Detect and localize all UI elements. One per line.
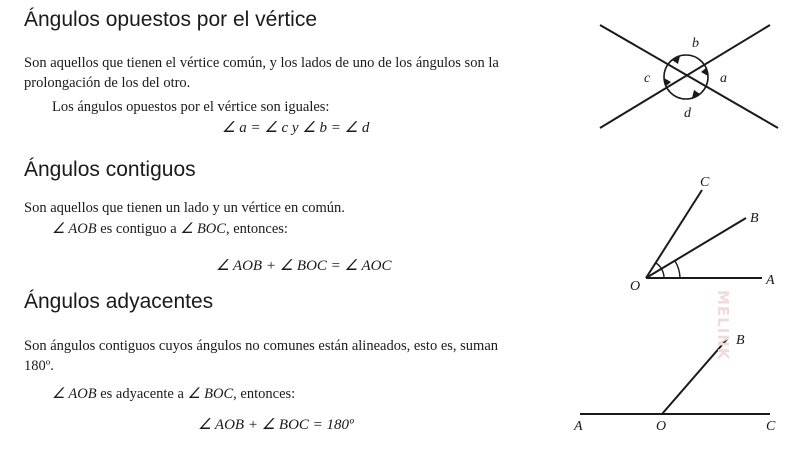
label-A: A — [574, 419, 583, 434]
label-O: O — [630, 279, 641, 294]
label-O: O — [656, 419, 667, 434]
adyacentes-text-line1: Son ángulos contiguos cuyos ángulos no comunes están alineados, esto es, suman — [24, 338, 499, 354]
label-A: A — [766, 273, 775, 288]
contiguos-formula: ∠ AOB + ∠ BOC = ∠ AOC — [216, 258, 392, 274]
adjacent-angles-figure — [570, 328, 790, 438]
label-C: C — [700, 175, 710, 190]
adyacentes-text-line2: 180º. — [24, 358, 54, 374]
label-a: a — [720, 71, 727, 86]
label-B: B — [750, 211, 759, 226]
label-d: d — [684, 106, 691, 121]
contiguos-text-line1: Son aquellos que tienen un lado y un vértice en común. — [24, 200, 345, 216]
adyacentes-formula: ∠ AOB + ∠ BOC = 180º — [198, 417, 354, 433]
section-title-adyacentes: Ángulos adyacentes — [24, 290, 214, 313]
contiguos-text-line2: ∠ AOB es contiguo a ∠ BOC, entonces: — [52, 221, 288, 237]
opuestos-formula: ∠ a = ∠ c y ∠ b = ∠ d — [222, 120, 370, 136]
contiguous-angles-figure — [620, 172, 790, 297]
opuestos-text-line2: prolongación de los del otro. — [24, 75, 191, 91]
label-c: c — [644, 71, 651, 86]
opuestos-text-line1: Son aquellos que tienen el vértice común, y los lados de uno de los ángulos son la — [24, 55, 499, 71]
adyacentes-text-line3: ∠ AOB es adyacente a ∠ BOC, entonces: — [52, 386, 296, 402]
section-title-opuestos: Ángulos opuestos por el vértice — [24, 8, 318, 31]
watermark: MELINK — [714, 290, 732, 361]
label-B: B — [736, 333, 745, 348]
opposite-angles-figure — [590, 20, 790, 140]
section-title-contiguos: Ángulos contiguos — [24, 158, 196, 181]
opuestos-text-line3: Los ángulos opuestos por el vértice son iguales: — [52, 99, 330, 115]
label-C: C — [766, 419, 776, 434]
label-b: b — [692, 36, 699, 51]
